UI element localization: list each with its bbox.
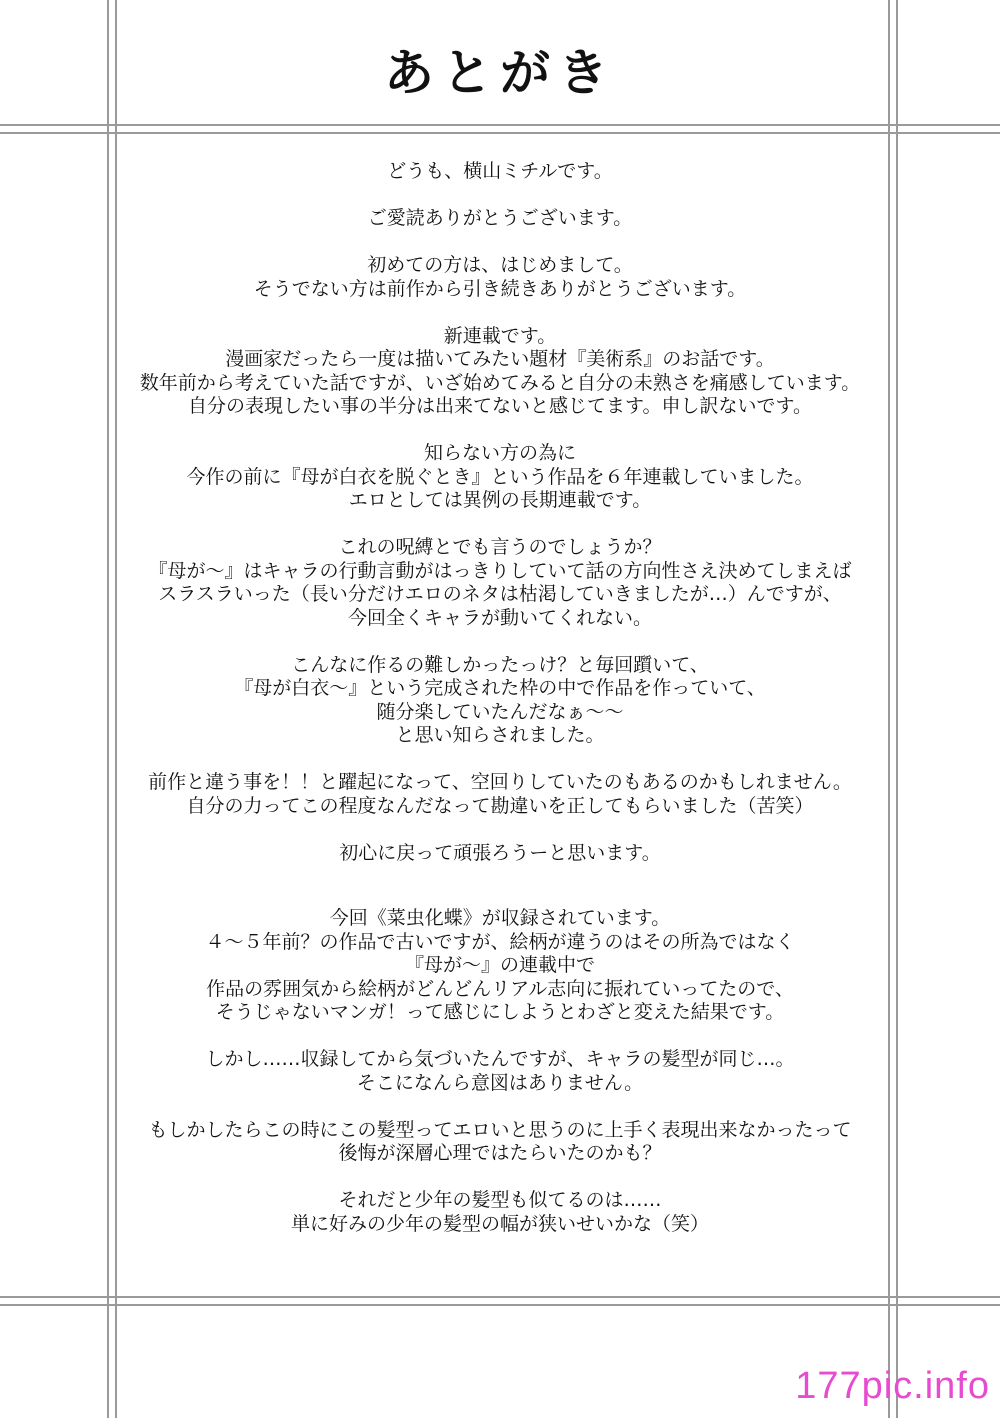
- text-line: ４～５年前？の作品で古いですが、絵柄が違うのはその所為ではなく: [205, 930, 795, 953]
- watermark: 177pic.info: [795, 1365, 990, 1407]
- text-line: エロとしては異例の長期連載です。: [348, 489, 652, 511]
- text-line: どうも、横山ミチルです。: [387, 160, 613, 182]
- text-line: 知らない方の為に: [423, 442, 576, 464]
- paragraph: [100, 1119, 900, 1166]
- text-line: そうじゃないマンガ！って感じにしようとわざと変えた結果です。: [215, 1001, 785, 1023]
- text-line: こんなに作るの難しかったっけ？と毎回躓いて、: [291, 653, 709, 676]
- paragraph: [100, 1189, 900, 1236]
- paragraph: [100, 842, 900, 866]
- page-title: あとがき: [384, 43, 616, 102]
- text-line: 『母が～』はキャラの行動言動がはっきりしていて話の方向性さえ決めてしまえば: [148, 559, 852, 582]
- text-line: 『母が白衣～』という完成された枠の中で作品を作っていて、: [234, 677, 766, 699]
- frame-top-line: [0, 124, 1000, 134]
- afterword-body: [100, 160, 900, 1236]
- text-line: 『母が～』の連載中で: [404, 954, 595, 976]
- text-line: 数年前から考えていた話ですが、いざ始めてみると自分の未熟さを痛感しています。: [139, 371, 861, 394]
- frame-bottom-line: [0, 1296, 1000, 1306]
- text-line: 今回全くキャラが動いてくれない。: [347, 606, 652, 629]
- text-line: それだと少年の髪型も似てるのは……: [338, 1189, 662, 1211]
- text-line: と思い知らされました。: [395, 724, 605, 746]
- text-line: 自分の力ってこの程度なんだなって勘違いを正してもらいました（苦笑）: [186, 794, 814, 817]
- text-line: 今作の前に『母が白衣を脱ぐとき』という作品を６年連載していました。: [186, 465, 814, 488]
- paragraph: [100, 654, 900, 748]
- text-line: 初めての方は、はじめまして。: [367, 254, 633, 276]
- text-line: 自分の表現したい事の半分は出来てないと感じてます。申し訳ないです。: [188, 395, 812, 417]
- paragraph: [100, 1048, 900, 1095]
- text-line: 初心に戻って頑張ろうーと思います。: [339, 841, 661, 864]
- text-line: 前作と違う事を！！と躍起になって、空回りしていたのもあるのかもしれません。: [148, 771, 852, 793]
- paragraph: [100, 207, 900, 231]
- text-line: スラスラいった（長い分だけエロのネタは枯渇していきましたが…）んですが、: [158, 583, 842, 605]
- paragraph: [100, 325, 900, 419]
- text-line: そこになんら意図はありません。: [356, 1071, 644, 1094]
- paragraph: [100, 907, 900, 1025]
- text-line: 随分楽していたんだなぁ～～: [376, 700, 624, 723]
- text-line: もしかしたらこの時にこの髪型ってエロいと思うのに上手く表現出来なかったって: [148, 1118, 852, 1141]
- paragraph: [100, 160, 900, 184]
- text-line: ご愛読ありがとうございます。: [367, 207, 633, 229]
- text-line: 作品の雰囲気から絵柄がどんどんリアル志向に振れていってたので、: [206, 977, 794, 1000]
- paragraph: [100, 536, 900, 630]
- paragraph: [100, 771, 900, 818]
- text-line: 新連載です。: [443, 324, 557, 347]
- text-line: 後悔が深層心理ではたらいたのかも？: [338, 1142, 662, 1164]
- text-line: しかし……収録してから気づいたんですが、キャラの髪型が同じ…。: [205, 1048, 795, 1070]
- text-line: これの呪縛とでも言うのでしょうか？: [338, 536, 662, 558]
- text-line: 今回《菜虫化蝶》が収録されています。: [329, 907, 671, 929]
- paragraph: [100, 254, 900, 301]
- text-line: 単に好みの少年の髪型の幅が狭いせいかな（笑）: [290, 1212, 709, 1235]
- paragraph: [100, 442, 900, 513]
- text-line: 漫画家だったら一度は描いてみたい題材『美術系』のお話です。: [225, 348, 775, 370]
- text-line: そうでない方は前作から引き続きありがとうございます。: [253, 277, 747, 300]
